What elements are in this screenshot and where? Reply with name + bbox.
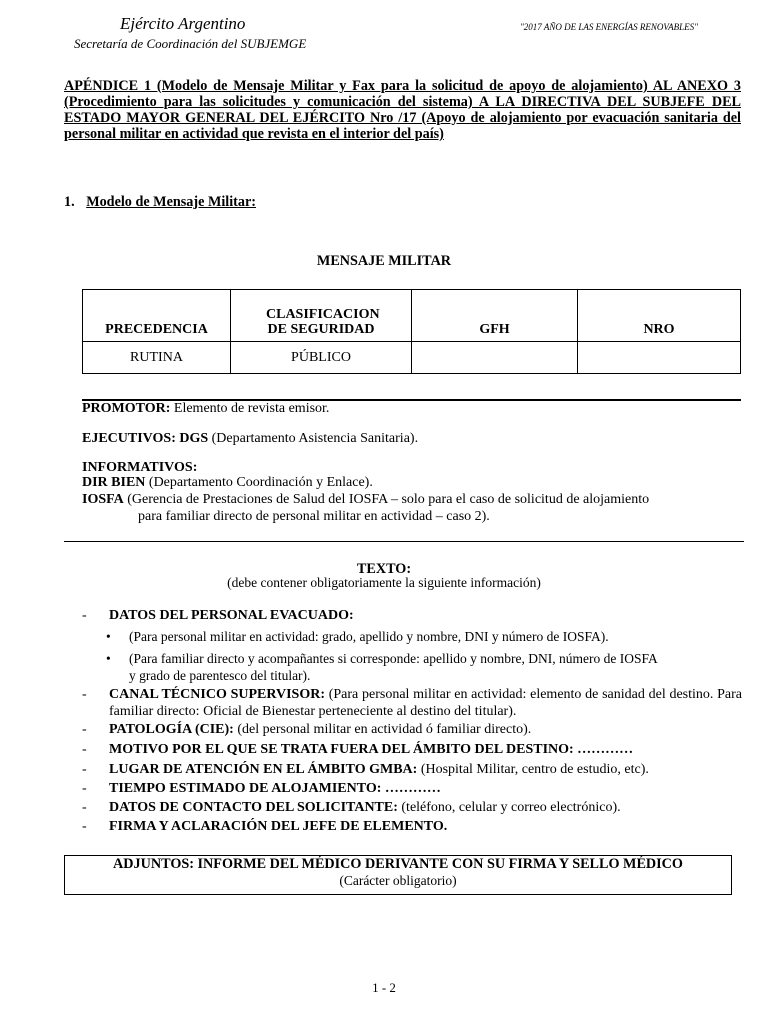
item-lugar — [82, 761, 742, 778]
message-title: MENSAJE MILITAR — [316, 253, 452, 269]
header-cell-clasificacion — [231, 290, 412, 342]
header-cell-gfh: GFH — [412, 290, 578, 342]
header-year-motto: "2017 AÑO DE LAS ENERGÍAS RENOVABLES" — [520, 22, 698, 32]
field-iosfa — [82, 491, 742, 525]
adjuntos-subtitle: (Carácter obligatorio) — [339, 873, 457, 888]
firma-label: FIRMA Y ACLARACIÓN DEL JEFE DE ELEMENTO. — [109, 819, 448, 834]
bullet-icon: • — [106, 629, 111, 644]
motivo-label: MOTIVO POR EL QUE SE TRATA FUERA DEL ÁMBITO DEL DESTINO: ………… — [109, 742, 634, 757]
page-number: 1 - 2 — [372, 980, 396, 995]
lugar-value: (Hospital Militar, centro de estudio, etc). — [420, 762, 649, 777]
ejecutivos-value: (Departamento Asistencia Sanitaria). — [211, 431, 419, 446]
promotor-label: PROMOTOR: — [82, 401, 171, 416]
dash-marker: - — [82, 781, 87, 796]
item-firma — [82, 818, 742, 835]
iosfa-value-1: (Gerencia de Prestaciones de Salud del IOSFA – solo para el caso de solicitud de alojamiento — [127, 492, 650, 507]
dash-marker: - — [82, 722, 87, 737]
header-secretariat: Secretaría de Coordinación del SUBJEMGE — [74, 36, 307, 51]
section-number: 1. — [64, 194, 75, 210]
item-patologia — [82, 721, 742, 738]
dash-marker: - — [82, 762, 87, 777]
bullet-text-2a: (Para familiar directo y acompañantes si corresponde: apellido y nombre, DNI, número de IOSFA — [129, 651, 658, 666]
texto-subtitle: (debe contener obligatoriamente la siguiente información) — [227, 575, 541, 590]
field-ejecutivos — [82, 430, 742, 447]
patologia-label: PATOLOGÍA (CIE): — [109, 722, 234, 737]
adjuntos-title: ADJUNTOS: INFORME DEL MÉDICO DERIVANTE CON SU FIRMA Y SELLO MÉDICO — [113, 856, 683, 872]
iosfa-value-2: para familiar directo de personal militar en actividad – caso 2). — [138, 509, 490, 524]
bullet-item-1 — [82, 628, 742, 645]
message-table — [82, 289, 741, 374]
value-cell-clasificacion: PÚBLICO — [231, 342, 412, 374]
bullet-item-2 — [82, 650, 742, 684]
dash-marker: - — [82, 687, 87, 702]
texto-title: TEXTO: — [356, 561, 412, 577]
item-motivo — [82, 741, 742, 758]
dash-marker: - — [82, 608, 87, 623]
header-cell-nro: NRO — [578, 290, 741, 342]
item-contacto — [82, 799, 742, 816]
dir-bien-label: DIR BIEN — [82, 475, 146, 490]
patologia-value: (del personal militar en actividad ó familiar directo). — [237, 722, 532, 737]
informativos-label: INFORMATIVOS: — [82, 460, 198, 475]
field-dir-bien — [82, 474, 742, 491]
lugar-label: LUGAR DE ATENCIÓN EN EL ÁMBITO GMBA: — [109, 762, 418, 777]
iosfa-label: IOSFA — [82, 492, 124, 507]
value-cell-gfh — [412, 342, 578, 374]
promotor-value: Elemento de revista emisor. — [173, 401, 330, 416]
divider-bottom — [64, 541, 744, 542]
value-cell-precedencia: RUTINA — [83, 342, 231, 374]
header-organization: Ejército Argentino — [120, 14, 246, 33]
item-datos-personal — [82, 607, 742, 624]
dir-bien-value: (Departamento Coordinación y Enlace). — [148, 475, 373, 490]
contacto-value: (teléfono, celular y correo electrónico). — [401, 800, 621, 815]
adjuntos-box — [64, 855, 732, 895]
ejecutivos-label: EJECUTIVOS: DGS — [82, 431, 209, 446]
dash-marker: - — [82, 819, 87, 834]
header-cell-precedencia: PRECEDENCIA — [83, 290, 231, 342]
field-promotor — [82, 400, 742, 417]
item-tiempo — [82, 780, 742, 797]
bullet-icon: • — [106, 651, 111, 666]
header-cell-clasificacion-text: CLASIFICACION DE SEGURIDAD — [266, 307, 380, 337]
tiempo-label: TIEMPO ESTIMADO DE ALOJAMIENTO: ………… — [109, 781, 441, 796]
bullet-text-1: (Para personal militar en actividad: grado, apellido y nombre, DNI y número de IOSFA). — [129, 629, 609, 644]
dash-marker: - — [82, 742, 87, 757]
dash-marker: - — [82, 800, 87, 815]
appendix-title: APÉNDICE 1 (Modelo de Mensaje Militar y Fax para la solicitud de apoyo de alojamiento) AL ANEXO 3 (Procedimiento para las solicitudes y comunicación del sistema) A LA DIRECTIVA DEL SUBJEFE DEL ESTADO MAYOR GENERAL DEL EJÉRCITO Nro /17 (Apoyo de alojamiento por evacuación sanitaria del personal militar en actividad que revista en el interior del país) — [64, 78, 741, 142]
item-canal-tecnico — [82, 686, 742, 720]
bullet-text-2b: y grado de parentesco del titular). — [129, 668, 311, 683]
canal-value: (Para personal militar en actividad: elemento de sanidad del destino. Para familiar directo: Oficial de Bienestar perteneciente al destino del titular). — [109, 687, 743, 719]
value-cell-nro — [578, 342, 741, 374]
section-heading — [64, 194, 256, 211]
contacto-label: DATOS DE CONTACTO DEL SOLICITANTE: — [109, 800, 398, 815]
section-label: Modelo de Mensaje Militar: — [86, 194, 256, 210]
datos-personal-label: DATOS DEL PERSONAL EVACUADO: — [109, 608, 354, 623]
canal-label: CANAL TÉCNICO SUPERVISOR: — [109, 687, 325, 702]
